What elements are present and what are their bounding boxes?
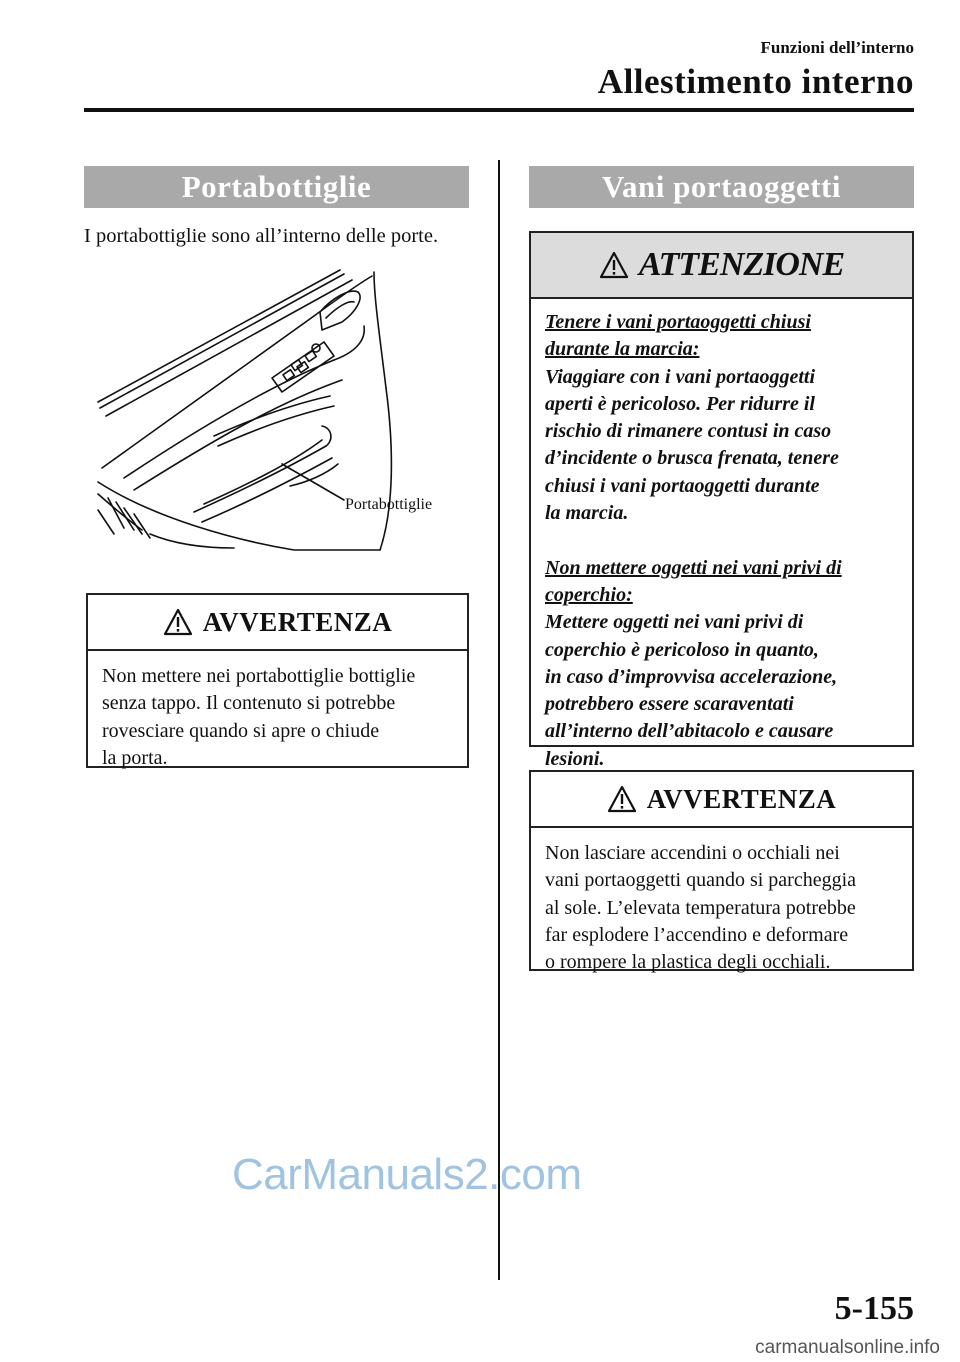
- warning-line: vani portaoggetti quando si parcheggia: [545, 869, 857, 892]
- warning-box-right-header: [531, 772, 912, 828]
- warning-title: AVVERTENZA: [202, 606, 393, 637]
- caution-box-header: [531, 233, 912, 299]
- watermark: CarManuals2.com: [232, 1150, 582, 1199]
- warning-box-right-body: [531, 828, 912, 990]
- caution-line: in caso d’improvvisa accelerazione,: [545, 665, 838, 688]
- caution-line: Non mettere oggetti nei vani privi di: [545, 556, 842, 579]
- warning-triangle-icon: [163, 608, 193, 636]
- column-divider: [498, 160, 500, 1280]
- caution-line: aperti è pericoloso. Per ridurre il: [545, 392, 815, 415]
- caution-line: chiusi i vani portaoggetti durante: [545, 474, 820, 497]
- warning-line: o rompere la plastica degli occhiali.: [545, 951, 831, 974]
- warning-line: senza tappo. Il contenuto si potrebbe: [102, 692, 396, 715]
- caution-line: potrebbero essere scaraventati: [545, 693, 794, 716]
- caution-line: all’interno dell’abitacolo e causare: [545, 720, 834, 743]
- caution-line: la marcia.: [545, 502, 629, 525]
- header-rule: [84, 108, 914, 112]
- warning-line: Non mettere nei portabottiglie bottiglie: [102, 665, 416, 687]
- warning-triangle-icon: [607, 785, 637, 813]
- caution-line: coperchio:: [545, 583, 633, 606]
- warning-line: far esplodere l’accendino e deformare: [545, 923, 849, 946]
- warning-box-right: [529, 770, 914, 974]
- caution-line: durante la marcia:: [545, 338, 700, 361]
- caution-line: Viaggiare con i vani portaoggetti: [545, 365, 816, 388]
- warning-line: rovesciare quando si apre o chiude: [102, 719, 380, 742]
- warning-box-left-body: [88, 651, 467, 786]
- warning-line: la porta.: [102, 746, 168, 769]
- warning-title: AVVERTENZA: [646, 783, 837, 814]
- intro-text: I portabottiglie sono all’interno delle porte.: [84, 225, 439, 247]
- caution-box: [529, 231, 914, 770]
- caution-line: rischio di rimanere contusi in caso: [545, 420, 832, 443]
- caution-line: d’incidente o brusca frenata, tenere: [545, 447, 839, 470]
- section-title-vani-portaoggetti: Vani portaoggetti: [529, 166, 914, 208]
- warning-line: al sole. L’elevata temperatura potrebbe: [545, 896, 856, 919]
- chapter-subtitle: Funzioni dell’interno: [760, 38, 914, 57]
- caution-line: coperchio è pericoloso in quanto,: [545, 638, 819, 661]
- caution-line: [545, 527, 898, 554]
- caution-title: ATTENZIONE: [638, 246, 845, 283]
- door-bottle-holder-illustration: [94, 268, 464, 558]
- figure-label-portabottiglie: Portabottiglie: [345, 496, 433, 513]
- footer-url: carmanualsonline.info: [755, 1337, 940, 1358]
- caution-line: Tenere i vani portaoggetti chiusi: [545, 311, 811, 333]
- caution-line: Mettere oggetti nei vani privi di: [545, 611, 804, 634]
- warning-triangle-icon: [599, 251, 629, 279]
- warning-box-left-header: [88, 595, 467, 651]
- section-title-portabottiglie: Portabottiglie: [84, 166, 469, 208]
- caution-line: lesioni.: [545, 747, 605, 770]
- page-number: 5-155: [834, 1290, 914, 1327]
- caution-box-body: [531, 299, 912, 785]
- page-title: Allestimento interno: [597, 62, 914, 101]
- warning-line: Non lasciare accendini o occhiali nei: [545, 842, 840, 864]
- warning-box-left: [86, 593, 469, 768]
